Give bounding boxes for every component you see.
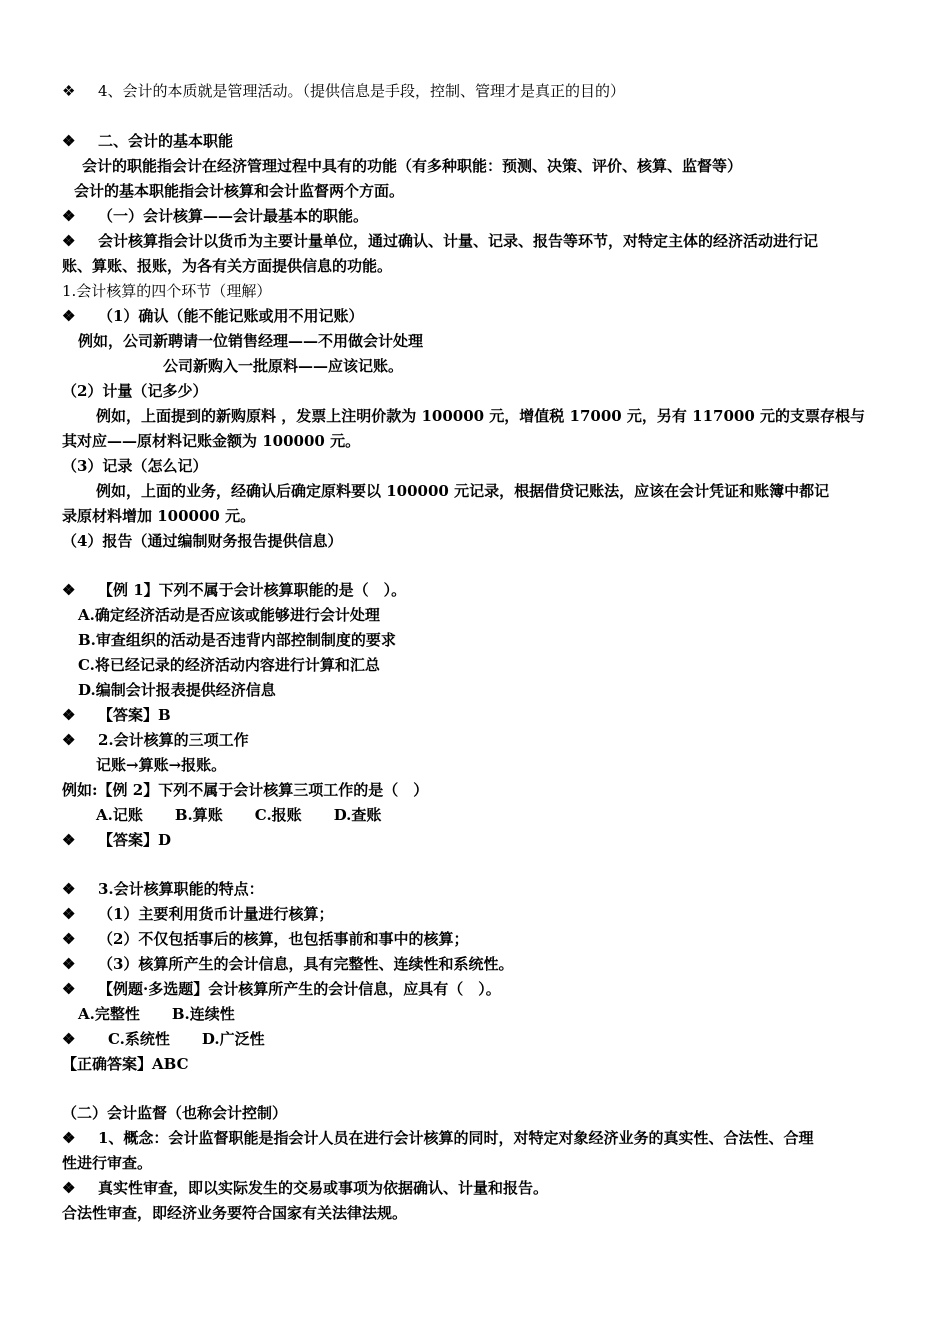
line-three-tasks-flow: 记账→算账→报账。 [96, 756, 227, 774]
line-essence: ❖ 4、会计的本质就是管理活动。（提供信息是手段，控制、管理才是真正的目的） [62, 82, 626, 100]
line-step-record: （3）记录（怎么记） [62, 457, 208, 475]
answer-multi-choice: 【正确答案】ABC [62, 1055, 189, 1073]
line-record-example-1: 例如，上面的业务，经确认后确定原料要以 100000 元记录，根据借贷记账法，应该在会计凭证和账簿中都记 [96, 482, 830, 500]
line-basic-function-definition: 会计的基本职能指会计核算和会计监督两个方面。 [74, 182, 405, 200]
bullet-icon: ❖ [62, 880, 76, 898]
option-b: B.连续性 [171, 1005, 235, 1023]
bullet-icon: ❖ [62, 1129, 76, 1147]
line-step-report: （4）报告（通过编制财务报告提供信息） [62, 532, 343, 550]
line-measure-example-1: 例如，上面提到的新购原料 ，发票上注明价款为 100000 元，增值税 17000 元，另有 117000 元的支票存根与 [96, 407, 865, 425]
feature-2: ❖ （2）不仅包括事后的核算，也包括事前和事中的核算； [62, 930, 469, 948]
bullet-icon: ❖ [62, 82, 76, 100]
option-b: B.审查组织的活动是否违背内部控制制度的要求 [78, 631, 396, 649]
bullet-icon: ❖ [62, 905, 76, 923]
line-function-definition: 会计的职能指会计在经济管理过程中具有的功能（有多种职能：预测、决策、评价、核算、监督等） [82, 157, 743, 175]
line-supervision-concept-2: 性进行审查。 [62, 1154, 153, 1172]
line-example-material: 公司新购入一批原料——应该记账。 [163, 357, 404, 375]
option-c: C.系统性 [108, 1030, 170, 1048]
answer-example-1: ❖ 【答案】B [62, 706, 171, 724]
question-example-2: 例如:【例 2】下列不属于会计核算三项工作的是（ ） [62, 781, 429, 799]
bullet-icon: ❖ [62, 207, 76, 225]
line-calculation-definition-2: 账、算账、报账，为各有关方面提供信息的功能。 [62, 257, 393, 275]
line-measure-example-2: 其对应——原材料记账金额为 100000 元。 [62, 432, 361, 450]
feature-3: ❖ （3）核算所产生的会计信息，具有完整性、连续性和系统性。 [62, 955, 514, 973]
line-supervision-concept-1: ❖ 1、概念：会计监督职能是指会计人员在进行会计核算的同时，对特定对象经济业务的真实性、合法性、合理 [62, 1129, 814, 1147]
option-b: B.算账 [174, 806, 223, 824]
bullet-icon: ❖ [62, 831, 76, 849]
feature-1: ❖ （1）主要利用货币计量进行核算； [62, 905, 334, 923]
bullet-icon: ❖ [62, 1030, 76, 1048]
option-a: A.完整性 [78, 1005, 140, 1023]
bullet-icon: ❖ [62, 132, 76, 150]
bullet-icon: ❖ [62, 955, 76, 973]
bullet-icon: ❖ [62, 930, 76, 948]
line-authenticity-review: ❖ 真实性审查，即以实际发生的交易或事项为依据确认、计量和报告。 [62, 1179, 549, 1197]
heading-four-steps: 1.会计核算的四个环节（理解） [62, 282, 272, 300]
bullet-icon: ❖ [62, 307, 76, 325]
bullet-icon: ❖ [62, 1179, 76, 1197]
options-multi-choice-1 [78, 1005, 235, 1023]
heading-accounting-supervision: （二）会计监督（也称会计控制） [62, 1104, 288, 1122]
bullet-icon: ❖ [62, 706, 76, 724]
heading-features: ❖ 3.会计核算职能的特点： [62, 880, 264, 898]
option-d: D.查账 [333, 806, 382, 824]
line-step-measure: （2）计量（记多少） [62, 382, 208, 400]
heading-basic-functions: ❖ 二、会计的基本职能 [62, 132, 234, 150]
line-example-manager: 例如，公司新聘请一位销售经理——不用做会计处理 [78, 332, 424, 350]
answer-example-2: ❖ 【答案】D [62, 831, 172, 849]
options-example-2 [96, 806, 381, 824]
bullet-icon: ❖ [62, 232, 76, 250]
option-a: A.确定经济活动是否应该或能够进行会计处理 [78, 606, 380, 624]
bullet-icon: ❖ [62, 581, 76, 599]
bullet-icon: ❖ [62, 731, 76, 749]
question-example-1: ❖ 【例 1】下列不属于会计核算职能的是（ ）。 [62, 581, 407, 599]
option-a: A.记账 [96, 806, 143, 824]
question-multi-choice: ❖ 【例题·多选题】会计核算所产生的会计信息，应具有（ ）。 [62, 980, 501, 998]
option-c: C.报账 [254, 806, 302, 824]
heading-accounting-calculation: ❖ （一）会计核算——会计最基本的职能。 [62, 207, 369, 225]
option-d: D.广泛性 [201, 1030, 265, 1048]
line-calculation-definition-1: ❖ 会计核算指会计以货币为主要计量单位，通过确认、计量、记录、报告等环节，对特定主体的经济活动进行记 [62, 232, 819, 250]
options-multi-choice-2 [62, 1030, 265, 1048]
option-c: C.将已经记录的经济活动内容进行计算和汇总 [78, 656, 380, 674]
line-legality-review: 合法性审查，即经济业务要符合国家有关法律法规。 [62, 1204, 408, 1222]
bullet-icon: ❖ [62, 980, 76, 998]
option-d: D.编制会计报表提供经济信息 [78, 681, 276, 699]
line-record-example-2: 录原材料增加 100000 元。 [62, 507, 256, 525]
line-step-confirm: ❖ （1）确认（能不能记账或用不用记账） [62, 307, 364, 325]
heading-three-tasks: ❖ 2.会计核算的三项工作 [62, 731, 249, 749]
